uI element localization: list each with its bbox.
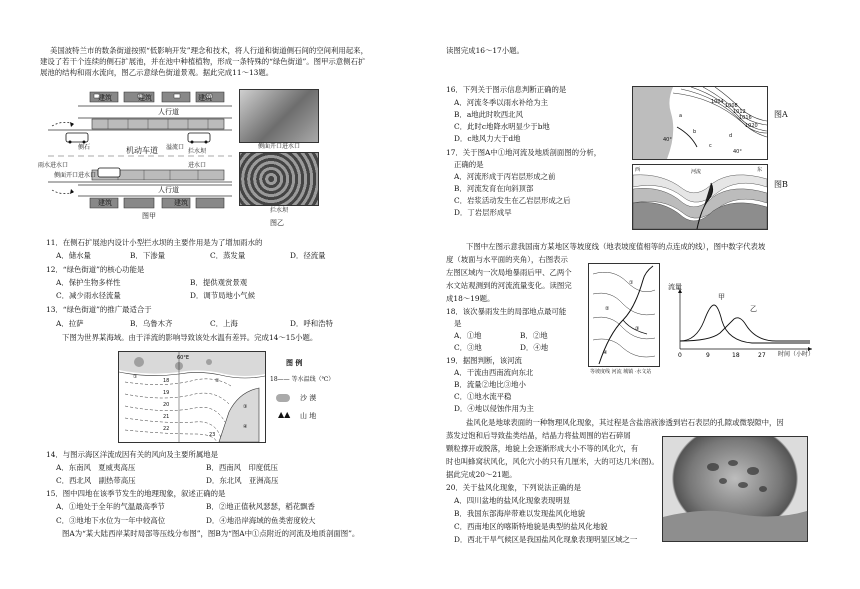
desert-swatch — [276, 394, 290, 402]
svg-text:9: 9 — [706, 352, 710, 359]
q20-opt-b[interactable]: B．我国东部海岸带难以发现盐风化地貌 — [454, 509, 586, 518]
q12-opt-b[interactable]: B．提供观赏景观 — [190, 278, 248, 287]
svg-text:22: 22 — [163, 426, 170, 432]
q14-opt-d[interactable]: D．东北风 亚洲高压 — [206, 476, 279, 485]
q13-opt-c[interactable]: C．上海 — [210, 319, 238, 328]
hydrograph — [666, 285, 816, 365]
fig-note: 图A为“某大陆西岸某时局部等压线分布图”，图B为“图A中①点附近的河流及地质剖面图”。 — [62, 529, 360, 538]
svg-text:a: a — [679, 113, 683, 119]
svg-text:18: 18 — [732, 352, 740, 359]
q13-opt-b[interactable]: B．乌鲁木齐 — [130, 319, 173, 328]
svg-text:20: 20 — [163, 402, 170, 408]
q20-opt-a[interactable]: A．四川盆地的盐风化现象表现明显 — [454, 496, 571, 505]
svg-text:c: c — [709, 143, 712, 149]
hydro-series-yi: 乙 — [750, 305, 757, 313]
hydro-xlabel: 时间（小时） — [778, 351, 815, 358]
intro-line-1: 美国波特兰市的数条街道按照“低影响开发”理念和技术，将人行道和街道侧石间的空间利用起来， — [50, 46, 368, 55]
svg-text:③: ③ — [243, 404, 248, 410]
q12-opt-a[interactable]: A．保护生物多样性 — [56, 278, 121, 287]
q15-opt-c[interactable]: C．③地地下水位为一年中较高位 — [56, 516, 166, 525]
label-building: 建筑 — [98, 94, 112, 102]
q19-opt-a[interactable]: A．干流由西南流向东北 — [454, 368, 534, 377]
label-sidewalk-2: 人行道 — [158, 186, 179, 194]
legend-isotherm: 18—— 等水温线（℃） — [270, 376, 335, 383]
q11-opt-d[interactable]: D．径流量 — [290, 251, 326, 260]
q14-opt-a[interactable]: A．东南风 夏威夷高压 — [56, 463, 136, 472]
salt-line-1: 盐风化是地球表面的一种物理风化现象，其过程是含盐溶液渗透到岩石表层的孔隙或微裂隙中，因 — [466, 418, 784, 427]
svg-text:1008: 1008 — [725, 103, 738, 109]
q19-opt-c[interactable]: C．①地水流平稳 — [454, 392, 512, 401]
svg-text:d: d — [729, 133, 733, 139]
svg-text:1012: 1012 — [733, 109, 746, 115]
label-dam: 拦水坝 — [188, 148, 207, 155]
q20: 20．关于盐风化现象，下列说法正确的是 — [446, 483, 582, 492]
svg-text:东: 东 — [757, 167, 763, 173]
intro-line-2: 建设了若干个连续的侧石扩展池，并在池中种植植物，形成一条特殊的“绿色街道”。图甲示意侧石扩 — [40, 57, 366, 66]
flood-intro-4: 水文站观测到的河流流量变化。读图完 — [446, 281, 572, 290]
label-building-5: 建筑 — [174, 199, 188, 207]
honeycomb-rock-photo — [662, 436, 808, 542]
svg-text:②: ② — [215, 378, 220, 384]
hydro-series-jia: 甲 — [718, 293, 725, 301]
svg-text:1004: 1004 — [711, 99, 724, 105]
q13-opt-a[interactable]: A．拉萨 — [56, 319, 84, 328]
q12-opt-c[interactable]: C．减少雨水径流量 — [56, 291, 121, 300]
slope-map-legend: 等坡度线 河流 城镇 ·水文站 — [590, 369, 652, 375]
label-inlet: 进水口 — [188, 162, 207, 169]
q15: 15．图中四地在该季节发生的地理现象，叙述正确的是 — [46, 489, 226, 498]
q18-line-2: 是 — [454, 319, 462, 328]
q17-line-1: 17．关于图A中①地河流及地质剖面图的分析， — [446, 148, 602, 157]
q20-opt-d[interactable]: D．西北干旱气候区是我国盐风化现象表现明显区域之一 — [454, 535, 638, 544]
photo-label-1: 侧面开口进水口 — [258, 143, 301, 150]
svg-text:27: 27 — [758, 352, 766, 359]
q17-line-2: 正确的是 — [454, 160, 484, 169]
q18-opt-b[interactable]: B．②地 — [520, 331, 548, 340]
svg-text:③: ③ — [635, 326, 640, 332]
q15-opt-b[interactable]: B．②地正值秋风瑟瑟，稻花飘香 — [206, 502, 315, 511]
q18-opt-a[interactable]: A．①地 — [454, 331, 482, 340]
q11-opt-c[interactable]: C．蒸发量 — [210, 251, 246, 260]
svg-text:23: 23 — [209, 432, 216, 438]
svg-text:1016: 1016 — [739, 115, 752, 121]
q19-opt-b[interactable]: B．流量②地比③地小 — [454, 380, 526, 389]
svg-text:0: 0 — [678, 352, 682, 359]
salt-line-2: 蒸发过饱和后导致盐类结晶，结晶力将盐周围的岩石碎屑 — [446, 431, 631, 440]
q19: 19．据图判断，该河流 — [446, 356, 522, 365]
label-building-4: 建筑 — [98, 199, 112, 207]
figure-jia — [38, 86, 234, 226]
q20-opt-c[interactable]: C．西南地区的喀斯特地貌是典型的盐风化地貌 — [454, 522, 608, 531]
svg-text:40°: 40° — [733, 149, 742, 155]
q18: 18．该次暴雨发生的局部地点最可能 — [446, 307, 567, 316]
q17-opt-a[interactable]: A．河流形成于丙岩层形成之前 — [454, 172, 556, 181]
q18-opt-d[interactable]: D．④地 — [520, 343, 549, 352]
fig-a-caption: 图A — [774, 110, 788, 119]
svg-text:40°: 40° — [663, 137, 672, 143]
q14-opt-c[interactable]: C．西北风 副热带高压 — [56, 476, 136, 485]
legend-desert: 沙 漠 — [300, 394, 317, 402]
q12: 12．“绿色街道”的核心功能是 — [46, 265, 145, 274]
svg-text:b: b — [693, 129, 697, 135]
figure-a-isobars — [632, 86, 768, 160]
salt-line-4: 时也叫蜂窝状风化，风化穴小的只有几厘米，大的可达几米(图)。 — [446, 457, 659, 466]
q13: 13．“绿色街道”的推广最适合于 — [46, 305, 152, 314]
svg-text:④: ④ — [603, 350, 608, 356]
svg-text:1020: 1020 — [745, 123, 758, 129]
svg-text:①: ① — [133, 374, 138, 380]
q12-opt-d[interactable]: D．调节局地小气候 — [190, 291, 256, 300]
svg-text:①: ① — [629, 280, 634, 286]
svg-text:18: 18 — [163, 378, 170, 384]
q16-opt-d[interactable]: D．c地风力大于d地 — [454, 134, 521, 143]
q14: 14．与图示海区洋流成因有关的风向及主要所属地是 — [46, 450, 219, 459]
label-curb-inlet: 侧面开口进水口 — [54, 172, 97, 179]
q16: 16．下列关于图示信息判断正确的是 — [446, 85, 567, 94]
caption-yi: 图乙 — [270, 219, 284, 227]
fig-b-caption: 图B — [774, 180, 788, 189]
svg-text:④: ④ — [243, 424, 248, 430]
svg-text:21: 21 — [163, 414, 170, 420]
q17-opt-b[interactable]: B．河流发育在向斜顶部 — [454, 184, 534, 193]
slope-map — [588, 263, 660, 367]
q16-opt-b[interactable]: B．a地此时吹西北风 — [454, 110, 523, 119]
legend-iso-label: 等水温线（℃） — [291, 376, 335, 383]
flood-intro-3: 左图区域内一次局地暴雨后甲、乙两个 — [446, 268, 572, 277]
q11-opt-a[interactable]: A．储水量 — [56, 251, 91, 260]
mountain-icon: ▲▲ — [278, 410, 291, 419]
q16-opt-c[interactable]: C．此时c地降水明显少于b地 — [454, 122, 550, 131]
q19-opt-d[interactable]: D．④地以侵蚀作用为主 — [454, 404, 534, 413]
q17-opt-c[interactable]: C．岩浆活动发生在乙岩层形成之后 — [454, 196, 571, 205]
q14-opt-b[interactable]: B．西南风 印度低压 — [206, 463, 278, 472]
caption-jia: 图甲 — [142, 212, 156, 220]
label-building-2: 建筑 — [138, 94, 152, 102]
q15-opt-a[interactable]: A．①地处于全年的气温最高季节 — [56, 502, 165, 511]
svg-text:19: 19 — [163, 390, 170, 396]
svg-text:西: 西 — [635, 167, 641, 173]
photo-curb-inlet — [239, 89, 319, 143]
q11: 11．在侧石扩展池内设计小型拦水坝的主要作用是为了增加雨水的 — [46, 238, 263, 247]
q18-opt-c[interactable]: C．③地 — [454, 343, 482, 352]
sea-map-legend — [270, 352, 360, 438]
sea-map — [118, 351, 266, 443]
svg-text:河流: 河流 — [691, 169, 702, 175]
q16-opt-a[interactable]: A．河流冬季以雨水补给为主 — [454, 98, 549, 107]
label-building-3: 建筑 — [198, 94, 212, 102]
legend-mountain: 山 地 — [300, 412, 317, 420]
label-sidewalk: 人行道 — [158, 108, 179, 116]
svg-text:60°E: 60°E — [177, 355, 190, 361]
legend-iso-value: 18 — [270, 376, 278, 383]
photo-dam — [239, 152, 319, 206]
q11-opt-b[interactable]: B．下渗量 — [130, 251, 165, 260]
right-head: 读图完成16～17小题。 — [446, 46, 524, 55]
intro-line-3: 展池的结构和雨水流向，图乙示意绿色街道景观。据此完成11～13题。 — [40, 68, 274, 77]
figure-b-section — [632, 164, 768, 230]
flood-intro-1: 下图中左图示意我国南方某地区等坡度线（地表坡度值相等的点连成的线），图中数字代表坡 — [466, 242, 766, 251]
hydro-ylabel: 流量 — [668, 283, 682, 291]
svg-text:②: ② — [605, 306, 610, 312]
flood-intro-2: 度（坡面与水平面的夹角），右图表示 — [446, 255, 568, 264]
salt-line-5: 据此完成20～21题。 — [446, 470, 517, 479]
flood-intro-5: 成18～19题。 — [446, 294, 495, 303]
photo-label-2: 拦水坝 — [270, 207, 289, 214]
label-rain-inlet: 雨水进水口 — [38, 162, 69, 169]
salt-line-3: 颗粒撑开或脱落，地貌上会逐渐形成大小不等的风化穴，有 — [446, 444, 639, 453]
sea-intro: 下图为世界某海域。由于洋流的影响导致该处水温有差异。完成14～15小题。 — [62, 333, 318, 342]
q13-opt-d[interactable]: D．呼和浩特 — [290, 319, 333, 328]
label-overflow: 溢流口 — [166, 144, 185, 151]
label-curb: 侧石 — [78, 144, 91, 151]
label-road: 机动车道 — [126, 146, 158, 155]
legend-title: 图 例 — [286, 358, 303, 367]
q17-opt-d[interactable]: D．丁岩层形成早 — [454, 208, 512, 217]
q15-opt-d[interactable]: D．④地沿岸海域的鱼类密度较大 — [206, 516, 316, 525]
